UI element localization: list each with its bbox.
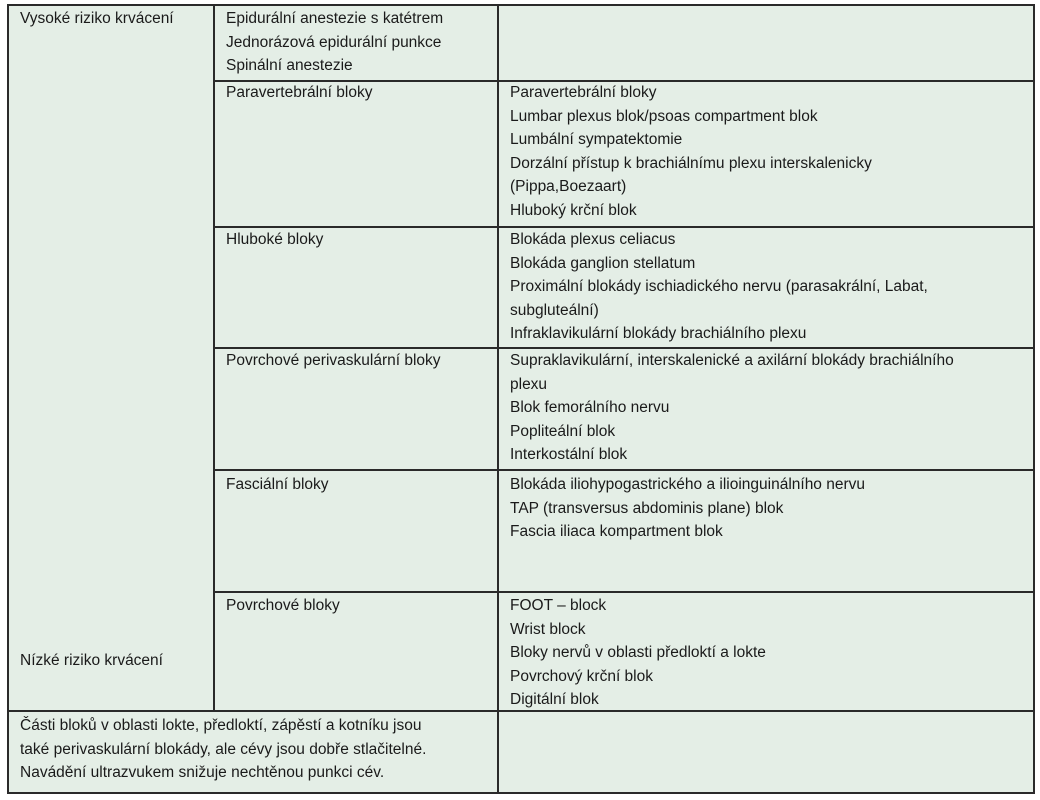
example-line: Bloky nervů v oblasti předloktí a lokte xyxy=(510,644,766,662)
category-line: Povrchové bloky xyxy=(226,597,340,614)
footnote-line: Části bloků v oblasti lokte, předloktí, zápěstí a kotníku jsou xyxy=(20,717,422,734)
row-divider xyxy=(213,469,1035,471)
example-line: Blokáda iliohypogastrického a ilioinguinálního nervu xyxy=(510,476,866,493)
example-line: Infraklavikulární blokády brachiálního plexu xyxy=(510,325,807,343)
example-line: Digitální blok xyxy=(510,691,599,709)
high-risk-label: Vysoké riziko krvácení xyxy=(20,10,174,27)
footnote-line: také perivaskulární blokády, ale cévy jsou dobře stlačitelné. xyxy=(20,740,427,758)
example-line: FOOT – block xyxy=(510,597,607,614)
low-risk-label: Nízké riziko krvácení xyxy=(20,652,163,669)
example-line: Lumbar plexus blok/psoas compartment blok xyxy=(510,107,818,125)
table-border-bottom xyxy=(7,792,1035,794)
example-line: (Pippa,Boezaart) xyxy=(510,178,627,196)
category-line: Hluboké bloky xyxy=(226,231,324,248)
row-divider xyxy=(213,591,1035,593)
example-line: Wrist block xyxy=(510,620,586,638)
category-line: Fasciální bloky xyxy=(226,476,329,493)
example-line: Paravertebrální bloky xyxy=(510,84,657,101)
example-line: TAP (transversus abdominis plane) blok xyxy=(510,499,784,517)
example-line: Lumbální sympatektomie xyxy=(510,131,683,149)
example-line: Supraklavikulární, interskalenické a axilární blokády brachiálního xyxy=(510,352,954,369)
category-line: Spinální anestezie xyxy=(226,57,353,75)
example-line: Fascia iliaca kompartment blok xyxy=(510,523,723,541)
table-border-right xyxy=(1033,4,1035,794)
example-line: Blokáda plexus celiacus xyxy=(510,231,676,248)
category-line: Povrchové perivaskulární bloky xyxy=(226,352,441,369)
example-line: Blok femorálního nervu xyxy=(510,399,670,417)
example-line: Dorzální přístup k brachiálnímu plexu interskalenicky xyxy=(510,154,872,172)
footnote-line: Navádění ultrazvukem snižuje nechtěnou punkci cév. xyxy=(20,764,385,782)
example-line: Blokáda ganglion stellatum xyxy=(510,254,696,272)
example-line: Povrchový krční blok xyxy=(510,667,653,685)
example-line: subgluteální) xyxy=(510,301,599,319)
example-line: Proximální blokády ischiadického nervu (parasakrální, Labat, xyxy=(510,278,928,296)
table-border-top xyxy=(7,4,1035,6)
example-line: Interkostální blok xyxy=(510,446,628,464)
example-line: Popliteální blok xyxy=(510,422,616,440)
table-border-left xyxy=(7,4,9,794)
bleeding-risk-table xyxy=(7,4,1035,794)
column-divider-1 xyxy=(213,4,215,710)
example-line: plexu xyxy=(510,375,548,393)
category-line: Paravertebrální bloky xyxy=(226,84,373,101)
category-line: Epidurální anestezie s katétrem xyxy=(226,10,444,27)
category-line: Jednorázová epidurální punkce xyxy=(226,33,442,51)
column-divider-2 xyxy=(497,4,499,794)
example-line: Hluboký krční blok xyxy=(510,201,637,219)
